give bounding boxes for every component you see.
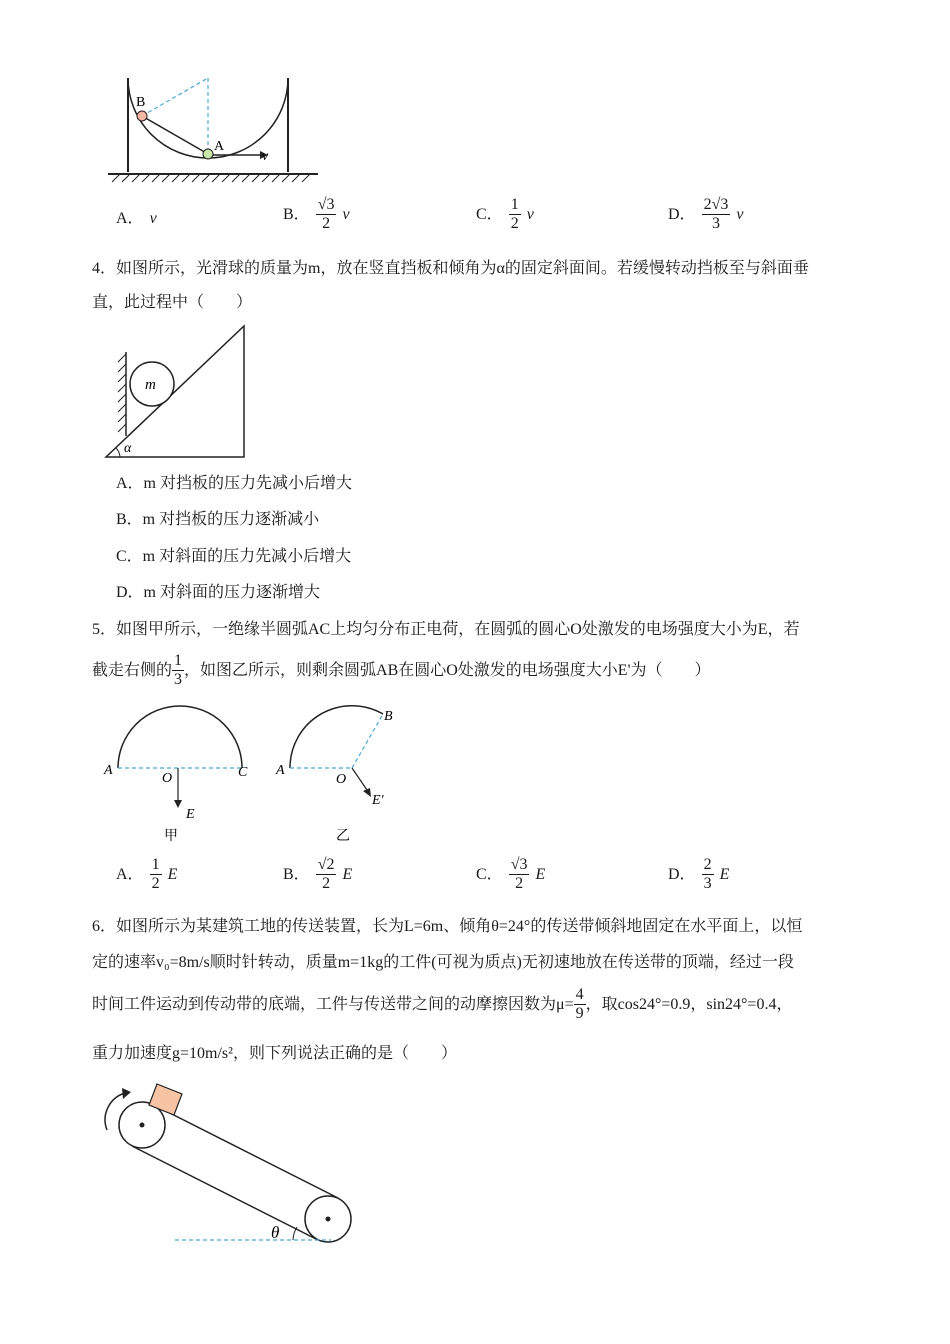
q6-line1: 6．如图所示为某建筑工地的传送装置，长为L=6m、倾角θ=24°的传送带倾斜地固定在水平面上，以恒 xyxy=(92,918,803,935)
ball-a xyxy=(203,149,213,159)
option-label: B． xyxy=(283,205,310,223)
option-label: D． xyxy=(668,865,696,883)
line3-post: ，取cos24°=0.9，sin24°=0.4， xyxy=(585,995,793,1013)
q3-figure xyxy=(100,70,330,185)
label-c: C xyxy=(238,765,248,780)
q6-figure xyxy=(95,1075,365,1250)
fraction: $\frac{1}{3}$ xyxy=(174,652,183,688)
option-tail: E xyxy=(719,865,730,883)
q5-stem-line1: 5．如图甲所示，一绝缘半圆弧AC上均匀分布正电荷，在圆弧的圆心O处激发的电场强度大小为E，若 xyxy=(92,621,800,638)
label-m: m xyxy=(145,377,156,393)
q3-option-a[interactable] xyxy=(116,208,157,230)
fraction: $\frac{√2}{2}$ xyxy=(317,856,335,892)
q5-option-d[interactable] xyxy=(668,856,729,893)
label-alpha: α xyxy=(124,441,132,456)
pulley-top-axle xyxy=(140,1123,145,1128)
q6-line4: 重力加速度g=10m/s²，则下列说法正确的是（ ） xyxy=(92,1045,457,1062)
label-a: A xyxy=(276,763,285,778)
fraction: $\frac{1}{2}$ xyxy=(510,196,519,232)
label-e: E xyxy=(186,807,195,822)
ball-b xyxy=(137,111,147,121)
q4-option-c[interactable]: C．m 对斜面的压力先减小后增大 xyxy=(116,548,352,565)
stem-post: ，如图乙所示，则剩余圆弧AB在圆心O处激发的电场强度大小E'为（ ） xyxy=(184,661,711,679)
label-v: v xyxy=(262,149,269,164)
q4-figure xyxy=(100,322,255,462)
option-tail: v xyxy=(526,205,534,223)
fraction: $\frac{1}{2}$ xyxy=(151,856,160,892)
fraction: $\frac{2√3}{3}$ xyxy=(703,196,729,232)
label-o: O xyxy=(336,772,347,787)
label-e-prime: E′ xyxy=(372,793,384,808)
label-b: B xyxy=(136,95,146,110)
option-tail: v xyxy=(342,205,350,223)
q5-figure-left xyxy=(100,700,260,845)
label-o: O xyxy=(162,771,173,786)
q4-option-a[interactable]: A．m 对挡板的压力先减小后增大 xyxy=(116,475,353,492)
option-label: C． xyxy=(476,205,503,223)
q6-line2: 定的速率v₀=8m/s顺时针转动，质量m=1kg的工件(可视为质点)无初速地放在传送带的顶端，经过一段 xyxy=(92,954,794,971)
q6-line3 xyxy=(92,986,792,1023)
option-label: C． xyxy=(476,865,503,883)
fraction: $\frac{2}{3}$ xyxy=(703,856,712,892)
q5-option-c[interactable] xyxy=(476,856,545,893)
label-a: A xyxy=(104,763,113,778)
option-expr: v xyxy=(149,210,157,227)
option-label: B． xyxy=(283,865,310,883)
option-tail: v xyxy=(736,205,744,223)
option-tail: E xyxy=(167,865,178,883)
caption-yi: 乙 xyxy=(336,829,350,844)
option-tail: E xyxy=(342,865,353,883)
option-label: D． xyxy=(668,205,696,223)
fraction: $\frac{√3}{2}$ xyxy=(317,196,335,232)
q5-stem-line2 xyxy=(92,652,710,689)
q3-option-d[interactable] xyxy=(668,196,743,233)
label-a: A xyxy=(214,139,225,154)
q3-option-c[interactable] xyxy=(476,196,534,233)
q4-option-d[interactable]: D．m 对斜面的压力逐渐增大 xyxy=(116,584,321,601)
q5-option-b[interactable] xyxy=(283,856,352,893)
q5-option-a[interactable] xyxy=(116,856,177,893)
q4-option-b[interactable]: B．m 对挡板的压力逐渐减小 xyxy=(116,511,320,528)
option-label: A． xyxy=(116,210,144,227)
q3-option-b[interactable] xyxy=(283,196,350,233)
stem-pre: 截走右侧的 xyxy=(92,661,173,679)
line3-pre: 时间工件运动到传动带的底端，工件与传送带之间的动摩擦因数为μ= xyxy=(92,995,574,1013)
pulley-bottom-axle xyxy=(326,1217,331,1222)
option-label: A． xyxy=(116,865,144,883)
caption-jia: 甲 xyxy=(164,829,178,844)
option-tail: E xyxy=(535,865,546,883)
q4-stem-line2: 直，此过程中（ ） xyxy=(92,294,253,311)
label-theta: θ xyxy=(271,1223,280,1242)
q5-figure-right xyxy=(272,700,412,845)
label-b: B xyxy=(384,709,393,724)
fraction: $\frac{√3}{2}$ xyxy=(510,856,528,892)
fraction: $\frac{4}{9}$ xyxy=(575,986,584,1022)
q4-stem-line1: 4．如图所示，光滑球的质量为m，放在竖直挡板和倾角为α的固定斜面间。若缓慢转动挡板至与斜面垂 xyxy=(92,260,809,277)
